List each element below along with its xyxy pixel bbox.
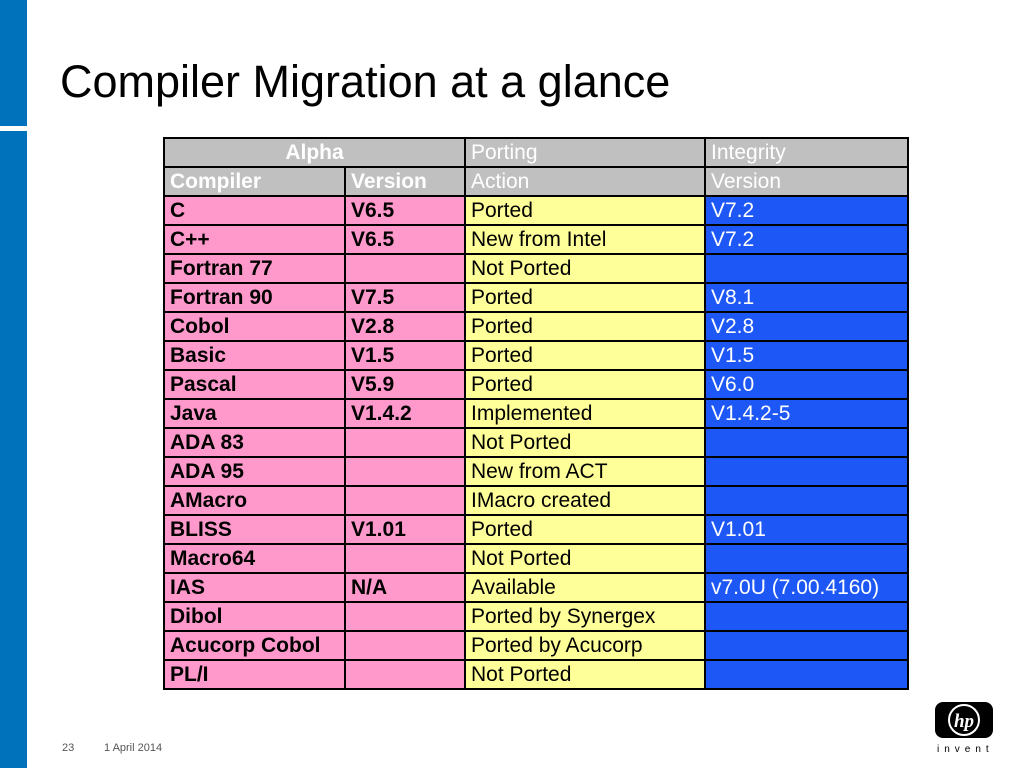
porting-action-cell: Not Ported [465,660,705,689]
integrity-version-cell [705,457,908,486]
header-alpha: Alpha [164,138,465,167]
integrity-version-cell [705,486,908,515]
compiler-cell: Fortran 90 [164,283,345,312]
slide-title: Compiler Migration at a glance [60,56,671,107]
compiler-cell: Pascal [164,370,345,399]
alpha-version-cell: V1.4.2 [345,399,465,428]
compiler-cell: C++ [164,225,345,254]
compiler-cell: Cobol [164,312,345,341]
page-number: 23 [62,742,75,754]
compiler-cell: Macro64 [164,544,345,573]
alpha-version-cell: V5.9 [345,370,465,399]
porting-action-cell: Not Ported [465,544,705,573]
porting-action-cell: New from Intel [465,225,705,254]
porting-action-cell: Ported by Synergex [465,602,705,631]
compiler-cell: Fortran 77 [164,254,345,283]
integrity-version-cell: V1.01 [705,515,908,544]
table-row [164,341,908,370]
integrity-version-cell: V1.5 [705,341,908,370]
porting-action-cell: Ported [465,370,705,399]
porting-action-cell: New from ACT [465,457,705,486]
table-row [164,515,908,544]
header-porting: Porting [465,138,705,167]
alpha-version-cell [345,544,465,573]
integrity-version-cell [705,631,908,660]
integrity-version-cell [705,254,908,283]
compiler-cell: PL/I [164,660,345,689]
compiler-cell: AMacro [164,486,345,515]
alpha-version-cell: V6.5 [345,225,465,254]
logo-tagline: invent [937,744,994,755]
alpha-version-cell [345,486,465,515]
porting-action-cell: Ported [465,515,705,544]
porting-action-cell: Implemented [465,399,705,428]
hp-logo-icon [934,700,994,740]
compiler-cell: Java [164,399,345,428]
integrity-version-cell: V2.8 [705,312,908,341]
alpha-version-cell [345,254,465,283]
header-alpha-version: Version [345,167,465,196]
alpha-version-cell: V6.5 [345,196,465,225]
header-integrity: Integrity [705,138,908,167]
integrity-version-cell: V7.2 [705,196,908,225]
porting-action-cell: Ported by Acucorp [465,631,705,660]
porting-action-cell: Not Ported [465,254,705,283]
table-row [164,573,908,602]
alpha-version-cell: N/A [345,573,465,602]
compiler-cell: Dibol [164,602,345,631]
integrity-version-cell [705,602,908,631]
compiler-cell: IAS [164,573,345,602]
compiler-cell: C [164,196,345,225]
header-compiler: Compiler [164,167,345,196]
integrity-version-cell [705,428,908,457]
porting-action-cell: Ported [465,341,705,370]
footer-date: 1 April 2014 [104,742,163,754]
table-row [164,457,908,486]
porting-action-cell: Available [465,573,705,602]
table-row [164,399,908,428]
integrity-version-cell: V1.4.2-5 [705,399,908,428]
alpha-version-cell [345,660,465,689]
table-row [164,254,908,283]
table-row [164,544,908,573]
table-row [164,283,908,312]
integrity-version-cell [705,544,908,573]
alpha-version-cell [345,602,465,631]
integrity-version-cell: V6.0 [705,370,908,399]
header-action: Action [465,167,705,196]
alpha-version-cell [345,457,465,486]
porting-action-cell: Ported [465,283,705,312]
porting-action-cell: Ported [465,312,705,341]
compiler-cell: Acucorp Cobol [164,631,345,660]
alpha-version-cell [345,428,465,457]
alpha-version-cell: V1.5 [345,341,465,370]
alpha-version-cell [345,631,465,660]
compiler-migration-table [163,137,909,690]
table-row [164,660,908,689]
header-row-2 [164,167,908,196]
svg-text:hp: hp [953,711,975,732]
compiler-cell: BLISS [164,515,345,544]
integrity-version-cell: V8.1 [705,283,908,312]
alpha-version-cell: V2.8 [345,312,465,341]
table-row [164,631,908,660]
integrity-version-cell [705,660,908,689]
integrity-version-cell: V7.2 [705,225,908,254]
table-row [164,428,908,457]
integrity-version-cell: v7.0U (7.00.4160) [705,573,908,602]
sidebar-accent-gap [0,126,27,131]
table-row [164,225,908,254]
table-row [164,312,908,341]
alpha-version-cell: V7.5 [345,283,465,312]
porting-action-cell: Ported [465,196,705,225]
header-row-1 [164,138,908,167]
table-row [164,486,908,515]
table-row [164,602,908,631]
compiler-cell: ADA 83 [164,428,345,457]
header-integrity-version: Version [705,167,908,196]
sidebar-accent-bar [0,0,27,768]
porting-action-cell: IMacro created [465,486,705,515]
table-row [164,196,908,225]
porting-action-cell: Not Ported [465,428,705,457]
table-row [164,370,908,399]
compiler-cell: ADA 95 [164,457,345,486]
alpha-version-cell: V1.01 [345,515,465,544]
compiler-cell: Basic [164,341,345,370]
